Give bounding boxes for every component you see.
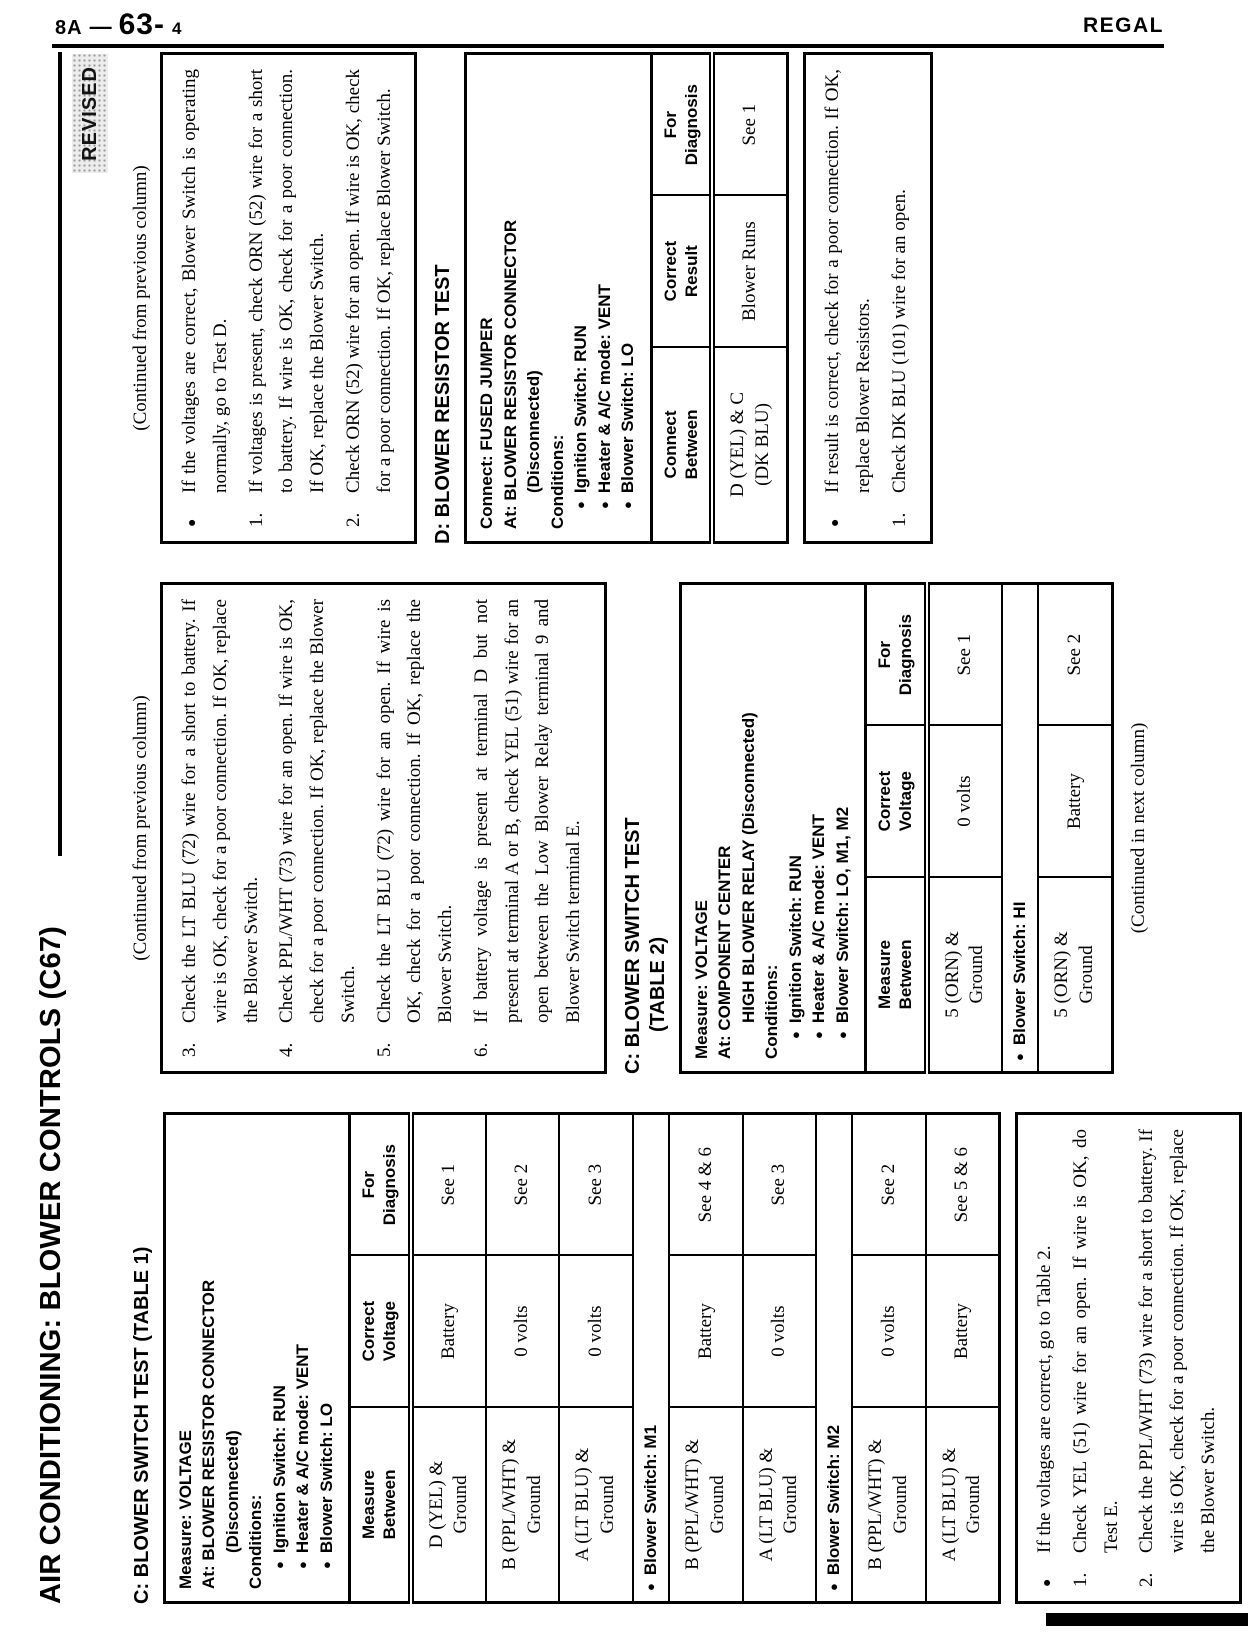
measure-line: Measure: VOLTAGE bbox=[176, 1429, 195, 1589]
note-item bbox=[1066, 1129, 1128, 1587]
header-line: For bbox=[359, 1170, 379, 1199]
bullet-icon: ● bbox=[825, 1583, 841, 1591]
table-row bbox=[712, 54, 788, 543]
header-line: Correct bbox=[660, 240, 680, 302]
col-header-for-diagnosis bbox=[651, 54, 712, 196]
at-line-2: (Disconnected) bbox=[222, 1430, 242, 1553]
condition-text: Blower Switch: LO bbox=[316, 1402, 336, 1554]
note-number: 3. bbox=[179, 1042, 200, 1057]
note-text: Check the LT BLU (72) wire for a short to battery. If wire is OK, check for a poor connection. If OK, replace the Blower Switch. bbox=[179, 599, 262, 1023]
condition-text: Ignition Switch: RUN bbox=[571, 325, 591, 494]
condition-item bbox=[291, 1127, 314, 1589]
table-subsection-row bbox=[1002, 584, 1038, 1073]
condition-text: Blower Switch: LO, M1, M2 bbox=[832, 806, 852, 1024]
cell-between: B (PPL/WHT) & Ground bbox=[852, 1407, 925, 1603]
at-line: At: BLOWER RESISTOR CONNECTOR bbox=[199, 1279, 219, 1589]
header-line: Between bbox=[681, 409, 701, 480]
cell-between: A (LT BLU) & Ground bbox=[926, 1407, 1000, 1603]
header-line: Measure bbox=[875, 939, 895, 1009]
page-title: AIR CONDITIONING: BLOWER CONTROLS (C67) bbox=[35, 925, 67, 1604]
bullet-icon: ● bbox=[834, 1031, 850, 1039]
bullet-icon: ● bbox=[787, 1031, 803, 1039]
bullet-icon: ● bbox=[573, 501, 589, 509]
at-line: At: COMPONENT CENTER bbox=[715, 845, 735, 1059]
cell-voltage: Battery bbox=[926, 1255, 1000, 1407]
header-line: For bbox=[660, 110, 680, 139]
note-item bbox=[818, 69, 880, 527]
heading-line: (TABLE 2) bbox=[646, 936, 669, 1032]
cell-result: Blower Runs bbox=[712, 195, 788, 347]
cell-between: 5 (ORN) & Ground bbox=[927, 877, 1002, 1073]
cell-voltage: 0 volts bbox=[486, 1255, 559, 1407]
condition-item bbox=[784, 597, 807, 1059]
page-edge-mark bbox=[1046, 1613, 1248, 1626]
bullet-icon: ● bbox=[1038, 1578, 1055, 1587]
column-2 bbox=[130, 582, 1248, 1074]
condition-item bbox=[831, 597, 854, 1059]
cell-diagnosis: See 3 bbox=[743, 1114, 816, 1256]
note-item bbox=[175, 69, 237, 527]
cell-diagnosis: See 2 bbox=[1038, 584, 1112, 726]
cell-voltage: 0 volts bbox=[559, 1255, 632, 1407]
table1-notes-box bbox=[1015, 1112, 1242, 1604]
table-row bbox=[1038, 584, 1112, 1073]
condition-item bbox=[616, 67, 639, 529]
page-number-suffix: 4 bbox=[171, 19, 182, 38]
bullet-icon: ● bbox=[318, 1561, 334, 1569]
col-header-connect-between bbox=[651, 347, 712, 543]
column-1 bbox=[130, 1112, 1248, 1604]
cell-between: D (YEL) & Ground bbox=[411, 1407, 486, 1603]
note-number: 2. bbox=[342, 512, 364, 527]
conditions-label: Conditions: bbox=[762, 964, 782, 1059]
testD-notes-box bbox=[803, 52, 932, 544]
col-header-correct-result bbox=[651, 195, 712, 347]
cell-voltage: Battery bbox=[1038, 725, 1112, 877]
note-text: Check YEL (51) wire for an open. If wire is OK, do Test E. bbox=[1069, 1129, 1122, 1553]
note-item bbox=[242, 69, 334, 527]
cell-voltage: 0 volts bbox=[927, 725, 1002, 877]
section-heading-testD: D: BLOWER RESISTOR TEST bbox=[432, 264, 455, 544]
header-line: Diagnosis bbox=[380, 1144, 400, 1226]
subsection-label bbox=[816, 1114, 852, 1603]
table2-conditions-box bbox=[679, 582, 867, 1074]
cell-diagnosis: See 2 bbox=[486, 1114, 559, 1256]
note-text: Check the PPL/WHT (73) wire for a short to battery. If wire is OK, check for a poor connection. If OK, replace the Blower Switch. bbox=[1136, 1129, 1219, 1553]
table-header-row bbox=[866, 584, 927, 1073]
subsection-label bbox=[633, 1114, 669, 1603]
bullet-icon: ● bbox=[271, 1561, 287, 1569]
note-text: If the voltages are correct, Blower Switch is operating normally, go to Test D. bbox=[179, 69, 231, 493]
note-number: 1. bbox=[888, 512, 910, 527]
header-line: Correct bbox=[359, 1300, 379, 1362]
cell-voltage: 0 volts bbox=[852, 1255, 925, 1407]
note-text: Check DK BLU (101) wire for an open. bbox=[888, 189, 910, 493]
section-heading-table1: C: BLOWER SWITCH TEST (TABLE 1) bbox=[131, 1246, 153, 1604]
diagnosis-table-D bbox=[650, 52, 790, 544]
cell-diagnosis: See 3 bbox=[559, 1114, 632, 1256]
bullet-icon: ● bbox=[642, 1583, 658, 1591]
table-header-row bbox=[651, 54, 712, 543]
note-item bbox=[272, 599, 364, 1057]
bullet-icon: ● bbox=[826, 518, 843, 527]
condition-text: Ignition Switch: RUN bbox=[269, 1385, 289, 1554]
cell-diagnosis: See 1 bbox=[411, 1114, 486, 1256]
table-row bbox=[669, 1114, 742, 1603]
cell-voltage: 0 volts bbox=[743, 1255, 816, 1407]
condition-text: Heater & A/C mode: VENT bbox=[809, 814, 829, 1024]
condition-item bbox=[569, 67, 592, 529]
col-header-for-diagnosis bbox=[350, 1114, 411, 1256]
header-line: Connect bbox=[660, 410, 680, 479]
header-line: Correct bbox=[875, 770, 895, 832]
note-item bbox=[1030, 1129, 1061, 1587]
note-number: 6. bbox=[470, 1042, 492, 1057]
page-number-main: 63- bbox=[118, 8, 165, 41]
cell-between: A (LT BLU) & Ground bbox=[559, 1407, 632, 1603]
connect-line: Connect: FUSED JUMPER bbox=[477, 317, 497, 529]
table1-conditions-box bbox=[163, 1112, 351, 1604]
col-header-for-diagnosis bbox=[866, 584, 927, 726]
note-item bbox=[1132, 1129, 1224, 1587]
at-line: At: BLOWER RESISTOR CONNECTOR bbox=[500, 219, 520, 529]
cell-diagnosis: See 2 bbox=[852, 1114, 925, 1256]
header-line: Result bbox=[681, 245, 701, 298]
diagnosis-table-2 bbox=[864, 582, 1114, 1074]
cell-between: D (YEL) & C (DK BLU) bbox=[712, 347, 788, 543]
col-header-correct-voltage bbox=[866, 725, 927, 877]
header-line: Between bbox=[380, 1469, 400, 1540]
model-name: REGAL bbox=[1083, 14, 1164, 37]
header-line: Measure bbox=[359, 1469, 379, 1539]
col-header-measure-between bbox=[350, 1407, 411, 1603]
column3-notes-box bbox=[160, 52, 417, 544]
note-text: Check the LT BLU (72) wire for an open. If wire is OK, check for a poor connection. If OK, replace the Blower Switch. bbox=[373, 599, 457, 1023]
cell-between: A (LT BLU) & Ground bbox=[743, 1407, 816, 1603]
table-subsection-row bbox=[816, 1114, 852, 1603]
note-number: 5. bbox=[373, 1042, 395, 1057]
bullet-icon: ● bbox=[183, 518, 199, 527]
header-line: Diagnosis bbox=[681, 84, 701, 166]
col-header-correct-voltage bbox=[350, 1255, 411, 1407]
col-header-measure-between bbox=[866, 877, 927, 1073]
table-row bbox=[743, 1114, 816, 1603]
header-rule bbox=[52, 44, 1164, 48]
condition-item bbox=[315, 1127, 338, 1589]
condition-text: Blower Switch: LO bbox=[618, 342, 638, 494]
cell-between: 5 (ORN) & Ground bbox=[1038, 877, 1112, 1073]
cell-voltage: Battery bbox=[411, 1255, 486, 1407]
testD-conditions-box bbox=[464, 52, 652, 544]
subsection-text: Blower Switch: M1 bbox=[640, 1424, 660, 1576]
conditions-label: Conditions: bbox=[547, 434, 567, 529]
column-3 bbox=[130, 52, 1248, 544]
section-heading-table2 bbox=[621, 582, 671, 1074]
bullet-icon: ● bbox=[811, 1031, 827, 1039]
cell-between: B (PPL/WHT) & Ground bbox=[486, 1407, 559, 1603]
condition-text: Heater & A/C mode: VENT bbox=[293, 1344, 313, 1554]
note-text: If result is correct, check for a poor connection. If OK, replace Blower Resistors. bbox=[822, 69, 875, 493]
cell-diagnosis: See 4 & 6 bbox=[669, 1114, 742, 1256]
note-text: Check ORN (52) wire for an open. If wire is OK, check for a poor connection. If OK, replace Blower Switch. bbox=[342, 69, 395, 493]
note-item bbox=[885, 69, 916, 527]
cell-diagnosis: See 1 bbox=[712, 54, 788, 196]
columns bbox=[130, 52, 1248, 1604]
subsection-text: Blower Switch: HI bbox=[1010, 901, 1029, 1046]
note-text: If voltages is present, check ORN (52) wire for a short to battery. If wire is OK, check for a poor connection. If OK, replace the Blower Switch. bbox=[245, 69, 329, 493]
note-number: 2. bbox=[1136, 1572, 1158, 1587]
continued-prev-caption: (Continued from previous column) bbox=[130, 695, 151, 961]
condition-item bbox=[268, 1127, 291, 1589]
table-row bbox=[411, 1114, 486, 1603]
header-line: Voltage bbox=[380, 1301, 400, 1362]
page-number bbox=[55, 8, 181, 42]
header-line: For bbox=[875, 640, 895, 669]
note-item bbox=[339, 69, 401, 527]
cell-diagnosis: See 5 & 6 bbox=[926, 1114, 1000, 1256]
note-text: Check PPL/WHT (73) wire for an open. If wire is OK, check for a poor connection. If OK, replace the Blower Switch. bbox=[276, 599, 359, 1023]
bullet-icon: ● bbox=[295, 1561, 311, 1569]
bullet-icon: ● bbox=[596, 501, 612, 509]
measure-line: Measure: VOLTAGE bbox=[691, 899, 711, 1059]
table-subsection-row bbox=[633, 1114, 669, 1603]
table-row bbox=[486, 1114, 559, 1603]
continued-prev-caption: (Continued from previous column) bbox=[130, 165, 151, 431]
header-line: Diagnosis bbox=[896, 614, 916, 696]
table-header-row bbox=[350, 1114, 411, 1603]
note-text: If the voltages are correct, go to Table 2. bbox=[1034, 1245, 1056, 1553]
at-line-2: HIGH BLOWER RELAY (Disconnected) bbox=[738, 712, 758, 1023]
bullet-icon: ● bbox=[1012, 1053, 1027, 1061]
bullet-icon: ● bbox=[620, 501, 636, 509]
cell-between: B (PPL/WHT) & Ground bbox=[669, 1407, 742, 1603]
subsection-text: Blower Switch: M2 bbox=[823, 1424, 843, 1576]
heading-line: C: BLOWER SWITCH TEST bbox=[621, 817, 644, 1074]
note-number: 1. bbox=[1069, 1572, 1091, 1587]
note-item bbox=[175, 599, 267, 1057]
conditions-label: Conditions: bbox=[246, 1494, 266, 1589]
table-row bbox=[927, 584, 1002, 1073]
condition-text: Heater & A/C mode: VENT bbox=[594, 284, 614, 494]
note-number: 1. bbox=[245, 512, 267, 527]
revised-stamp: REVISED bbox=[72, 54, 108, 173]
condition-item bbox=[807, 597, 830, 1059]
page-number-section: 8A bbox=[55, 17, 83, 39]
header-line: Voltage bbox=[896, 771, 916, 832]
subsection-label bbox=[1002, 584, 1038, 1073]
note-number: 4. bbox=[276, 1042, 298, 1057]
table-row bbox=[852, 1114, 925, 1603]
at-line-2: (Disconnected) bbox=[524, 370, 544, 493]
table-row bbox=[559, 1114, 632, 1603]
diagnosis-table-1 bbox=[348, 1112, 1001, 1604]
column2-notes-box bbox=[160, 582, 607, 1074]
title-row bbox=[36, 52, 130, 1604]
page-number-separator: — bbox=[89, 14, 112, 39]
table-row bbox=[926, 1114, 1000, 1603]
rotated-content bbox=[35, 52, 1219, 1604]
note-item bbox=[467, 599, 590, 1057]
condition-text: Ignition Switch: RUN bbox=[785, 855, 805, 1024]
note-item bbox=[370, 599, 462, 1057]
note-text: If battery voltage is present at terminal D but not present at terminal A or B, check YEL (51) wire for an open between the Low Blower Relay terminal 9 and Blower Switch terminal E. bbox=[470, 599, 585, 1023]
continued-next-caption: (Continued in next column) bbox=[1127, 722, 1149, 934]
cell-diagnosis: See 1 bbox=[927, 584, 1002, 726]
title-rule bbox=[58, 52, 62, 856]
header-line: Between bbox=[896, 939, 916, 1010]
cell-voltage: Battery bbox=[669, 1255, 742, 1407]
condition-item bbox=[593, 67, 616, 529]
